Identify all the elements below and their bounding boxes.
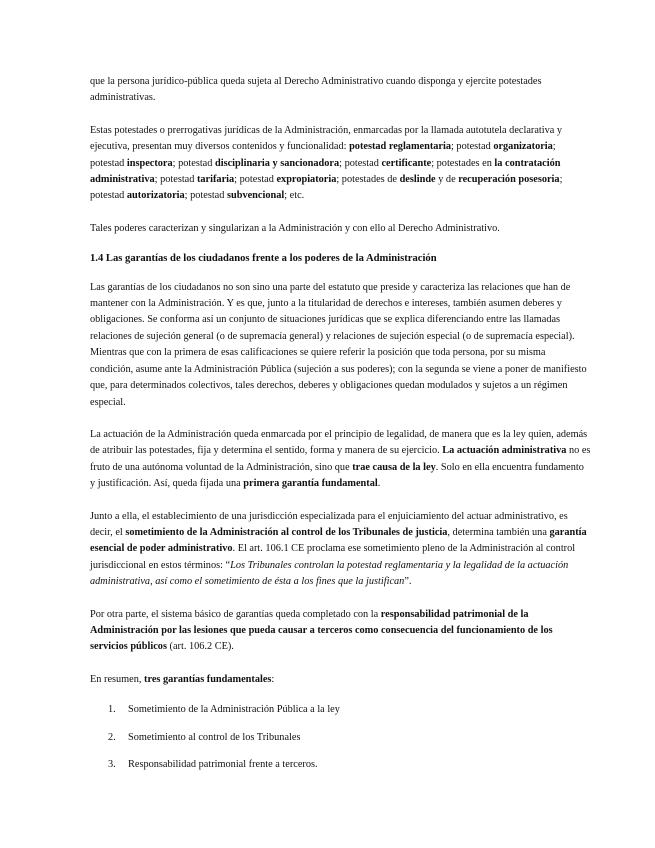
text: y de: [435, 174, 459, 186]
text: En resumen,: [90, 673, 145, 685]
bold-term: potestad reglamentaria: [349, 141, 451, 153]
text: Junto a ella, el establecimiento de una jurisdicción especializada para el enjuiciamiento del actuar administrativo, es decir, el: [90, 510, 568, 538]
list-text: Responsabilidad patrimonial frente a terceros.: [128, 759, 318, 770]
paragraph-intro: [90, 74, 591, 107]
text: ; potestad: [184, 190, 227, 202]
list-item: [90, 757, 591, 773]
bold-term: sometimiento de la Administración al control de los Tribunales de justicia: [125, 526, 448, 538]
list-item: [90, 730, 591, 746]
text: ; potestades de: [336, 174, 400, 186]
list-number: 2.: [108, 731, 116, 743]
paragraph-garantias: [90, 280, 591, 411]
text: ; potestad: [339, 157, 382, 169]
bold-term: responsabilidad patrimonial de la Administración por las lesiones que pueda causar a terceros como consecuencia del funcionamiento de los servicios públicos: [90, 608, 553, 653]
bold-term: certificante: [381, 157, 432, 169]
italic-quote: Los Tribunales controlan la potestad reglamentaria y la legalidad de la actuación administrativa, así como el sometimiento de ésta a los fines que la justifican: [90, 559, 569, 588]
text: ; potestad: [90, 174, 563, 202]
text: :: [271, 673, 275, 685]
paragraph-legalidad: [90, 427, 591, 493]
list-item: [90, 702, 591, 718]
text: ; etc.: [284, 190, 305, 202]
text: Por otra parte, el sistema básico de garantías queda completado con la: [90, 608, 381, 620]
list-text: Sometimiento al control de los Tribunales: [128, 731, 301, 743]
bold-term: expropiatoria: [276, 174, 337, 186]
text: ; potestad: [450, 141, 494, 153]
paragraph-responsabilidad: [90, 607, 591, 656]
bold-term: primera garantía fundamental: [243, 478, 378, 490]
text: ”.: [404, 576, 412, 588]
text: (art. 106.2 CE).: [166, 641, 234, 653]
text: no es fruto de una autónoma voluntad de la Administración, sino que: [90, 445, 591, 473]
text: , determina también una: [447, 526, 550, 538]
text: Tales poderes caracterizan y singularizan a la Administración y con ello al Derecho Administrativo.: [90, 222, 500, 234]
paragraph-poderes: [90, 221, 591, 237]
bold-term: organizatoria: [493, 141, 553, 153]
paragraph-potestades: [90, 123, 591, 205]
paragraph-resumen: [90, 672, 591, 688]
list-number: 1.: [108, 704, 116, 716]
list-number: 3.: [108, 759, 116, 770]
text: Estas potestades o prerrogativas jurídicas de la Administración, enmarcadas por la llamada autotutela declarativa y ejecutiva, presentan muy diversos contenidos y funcionalidad:: [90, 124, 563, 153]
text: ; potestad: [90, 141, 556, 169]
paragraph-jurisdiccion: [90, 509, 591, 591]
text: ; potestad: [172, 157, 215, 169]
bold-term: autorizatoria: [126, 190, 185, 202]
bold-term: subvencional: [226, 190, 285, 202]
bold-term: disciplinaria y sancionadora: [214, 157, 340, 169]
bold-term: recuperación posesoria: [458, 174, 560, 186]
bold-term: La actuación administrativa: [442, 445, 567, 457]
section-heading: 1.4 Las garantías de los ciudadanos frente a los poderes de la Administración: [90, 253, 437, 265]
text: La actuación de la Administración queda enmarcada por el principio de legalidad, de manera que es la ley quien, además de atribuir las potestades, fija y determina el sentido, forma y manera de su ejercicio.: [90, 428, 588, 457]
bold-term: inspectora: [126, 157, 173, 169]
guarantees-list: [90, 702, 591, 773]
bold-term: trae causa de la ley: [352, 461, 436, 473]
list-text: Sometimiento de la Administración Pública a la ley: [128, 704, 340, 716]
text: que la persona jurídico-pública queda sujeta al Derecho Administrativo cuando disponga y ejercite potestades administrativas.: [90, 76, 542, 104]
text: . El art. 106.1 CE proclama ese sometimiento pleno de la Administración al control jurisdiccional en estos términos: “: [90, 543, 576, 571]
text: .: [377, 478, 381, 490]
text: Las garantías de los ciudadanos no son sino una parte del estatuto que preside y caracteriza las relaciones que han de mantener con la Administración. Y es que, junto a la titularidad de derechos e intereses, también asumen deberes y obligaciones. Se conforma así un conjunto de situaciones jurídicas que se explica diferenciando entre las llamadas relaciones de sujeción general (o de supremacía general) y relaciones de sujeción especial (o de supremacía especial). Mientras que con la primera de esas calificaciones se quiere referir la posición que toda persona, por su misma condición, asume ante la Administración Pública (sujeción a sus poderes); con la segunda se viene a poner de manifiesto que, para determinados colectivos, tales derechos, deberes y obligaciones quedan modulados y sujetos a un régimen especial.: [90, 281, 587, 408]
text: . Solo en ella encuentra fundamento y justificación. Así, queda fijada una: [90, 461, 584, 490]
bold-term: deslinde: [399, 174, 436, 186]
bold-term: tres garantías fundamentales: [144, 673, 272, 685]
text: ; potestad: [154, 174, 197, 186]
bold-term: garantía esencial de poder administrativo: [90, 526, 587, 555]
text: ; potestad: [234, 174, 277, 186]
text: ; potestades en: [431, 157, 495, 169]
bold-term: tarifaria: [196, 174, 235, 186]
bold-term: la contratación administrativa: [90, 157, 561, 186]
